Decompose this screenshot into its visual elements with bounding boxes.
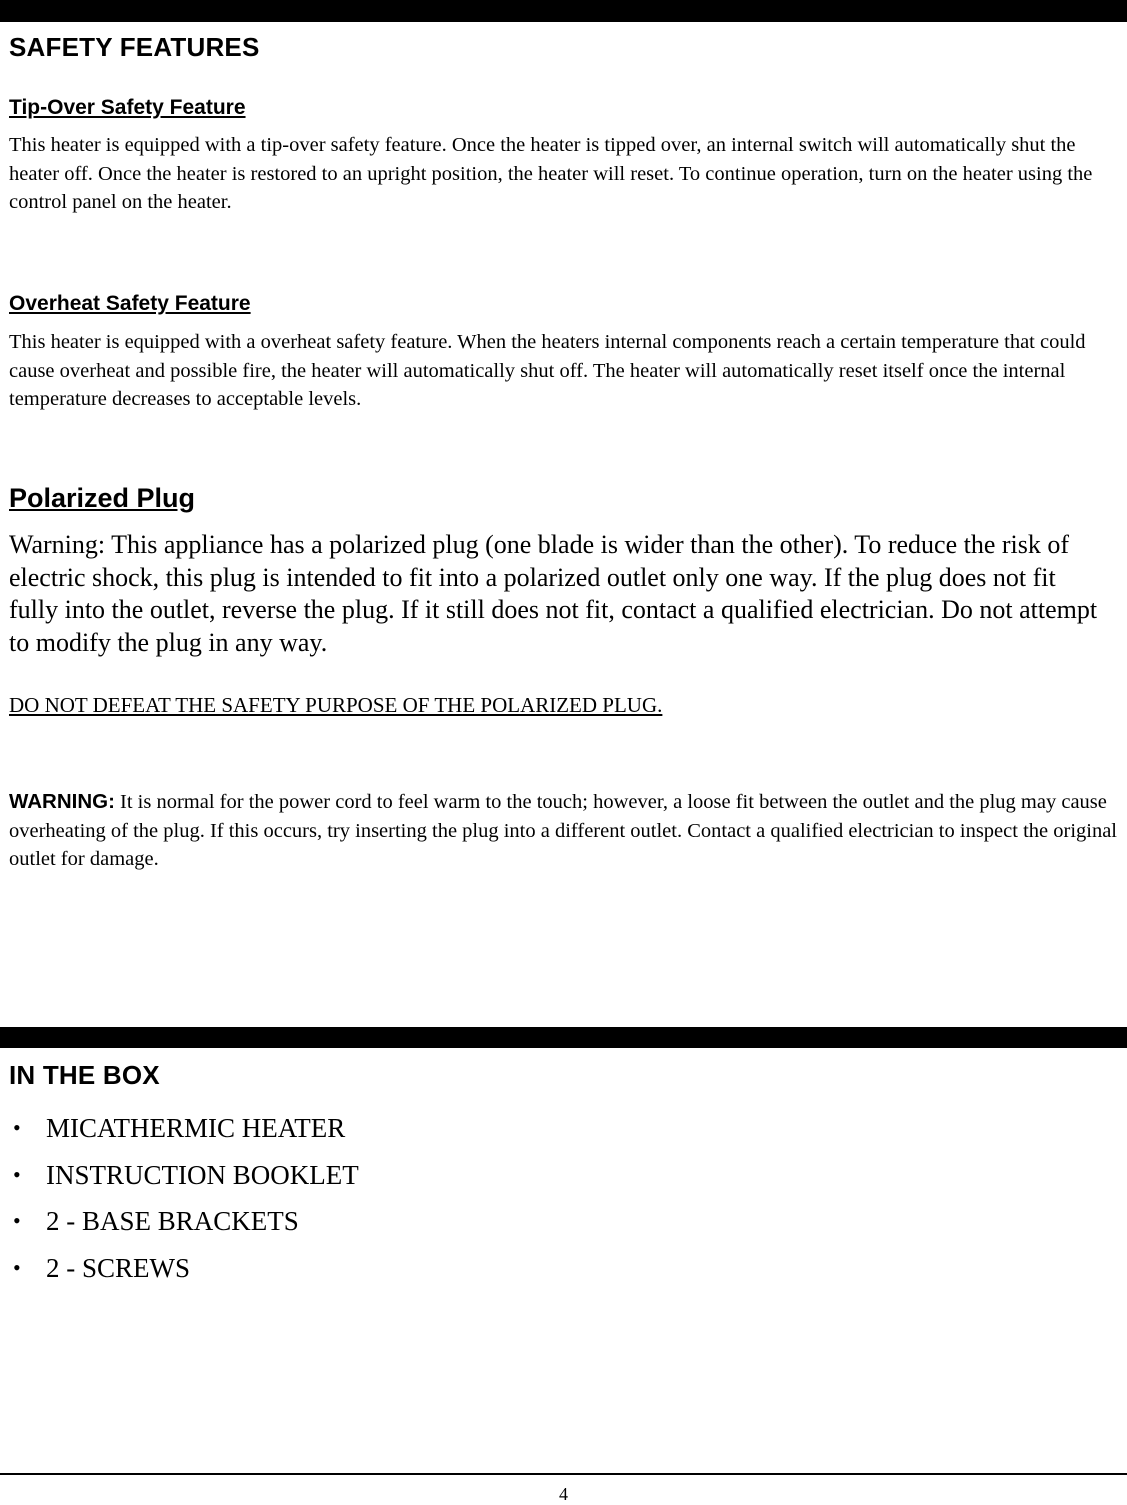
top-divider-bar [0, 0, 1127, 22]
list-item-label: 2 - SCREWS [46, 1252, 191, 1283]
footer-rule [0, 1473, 1127, 1475]
tip-over-heading: Tip-Over Safety Feature [9, 96, 246, 119]
warning-label: WARNING: [9, 790, 115, 813]
list-item [0, 1199, 359, 1246]
polarized-plug-text: Warning: This appliance has a polarized plug (one blade is wider than the other). To reduce the risk of electric shock, this plug is intended to fit into a polarized outlet only one way. If the plug does not fit fully into the outlet, reverse the plug. If it still does not fit, contact a qualified electrician. Do not attempt to modify the plug in any way. [9, 530, 1098, 657]
list-item [0, 1106, 359, 1153]
in-the-box-list [0, 1106, 359, 1292]
list-item [0, 1246, 359, 1293]
list-item [0, 1153, 359, 1200]
polarized-plug-caution: DO NOT DEFEAT THE SAFETY PURPOSE OF THE POLARIZED PLUG. [9, 693, 663, 717]
bullet-icon: • [13, 1161, 21, 1187]
warning-text: It is normal for the power cord to feel warm to the touch; however, a loose fit between the outlet and the plug may cause overheating of the plug. If this occurs, try inserting the plug into a different outlet. Contact a qualified electrician to inspect the original outlet for damage. [9, 791, 1118, 870]
list-item-label: 2 - BASE BRACKETS [46, 1206, 299, 1236]
warning-paragraph [9, 788, 1119, 874]
bullet-icon: • [13, 1254, 21, 1280]
in-the-box-title: IN THE BOX [9, 1060, 160, 1090]
safety-features-title: SAFETY FEATURES [9, 32, 260, 62]
page-number: 4 [559, 1484, 568, 1504]
overheat-text: This heater is equipped with a overheat safety feature. When the heaters internal components reach a certain temperature that could cause overheat and possible fire, the heater will automatically shut off. The heater will automatically reset itself once the internal temperature decreases to acceptable levels. [9, 331, 1086, 410]
bullet-icon: • [13, 1115, 21, 1140]
polarized-plug-heading: Polarized Plug [9, 483, 196, 513]
bullet-icon: • [13, 1208, 21, 1233]
in-the-box-divider-bar [0, 1027, 1127, 1048]
tip-over-text: This heater is equipped with a tip-over safety feature. Once the heater is tipped over, an internal switch will automatically shut the heater off. Once the heater is restored to an upright position, the heater will reset. To continue operation, turn on the heater using the control panel on the heater. [9, 134, 1093, 213]
list-item-label: MICATHERMIC HEATER [46, 1113, 346, 1143]
list-item-label: INSTRUCTION BOOKLET [46, 1159, 359, 1190]
overheat-heading: Overheat Safety Feature [9, 292, 251, 315]
